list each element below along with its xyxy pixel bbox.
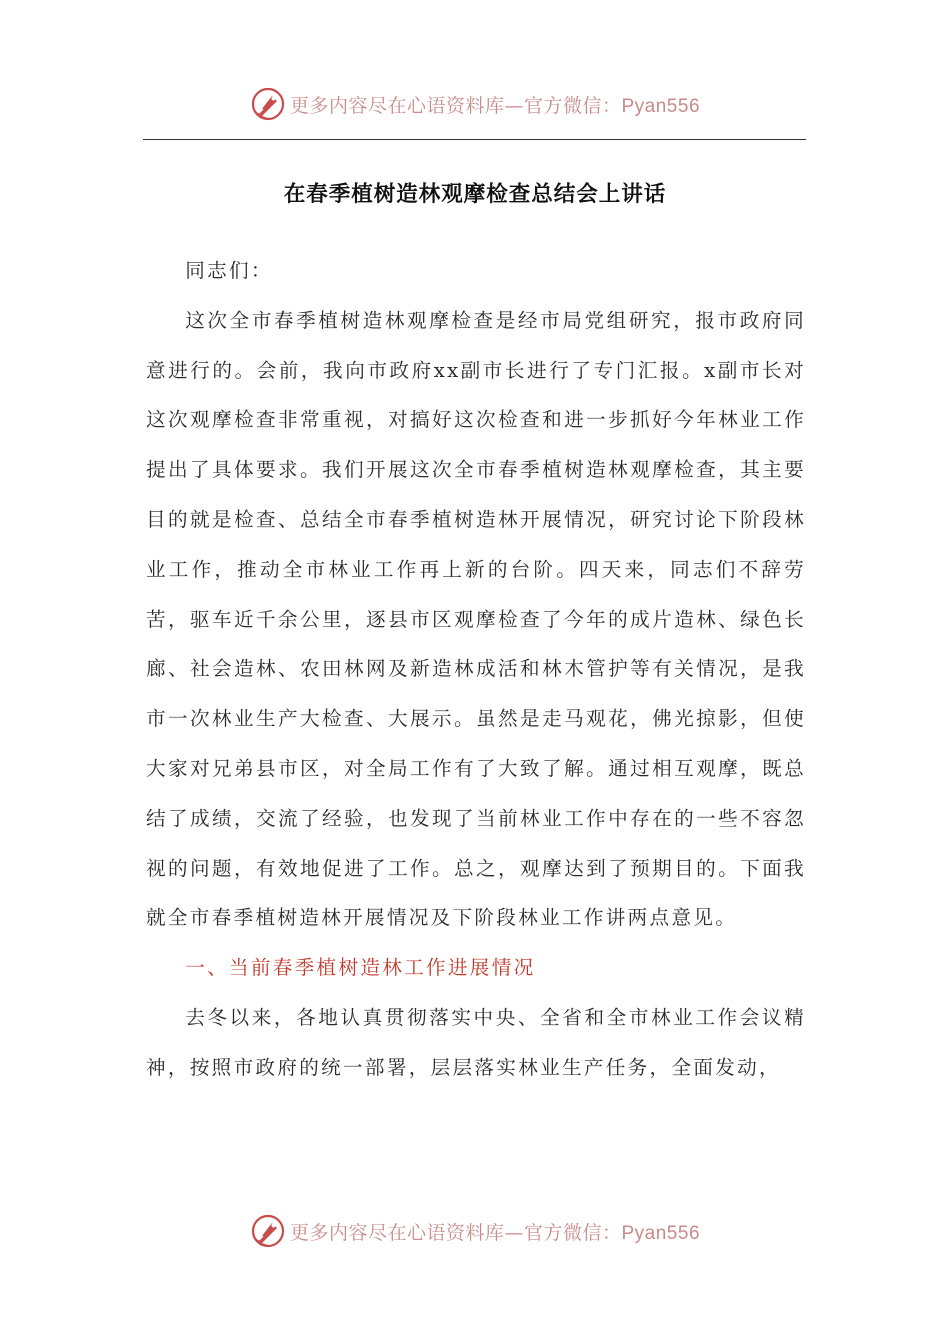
pen-nib-logo-icon <box>250 1213 286 1249</box>
banner-label: 官方微信： <box>523 94 622 117</box>
banner-separator: — <box>504 94 524 117</box>
paragraph: 去冬以来，各地认真贯彻落实中央、全省和全市林业工作会议精神，按照市政府的统一部署，层层落实林业生产任务，全面发动， <box>146 1005 806 1079</box>
section-heading: 一、当前春季植树造林工作进展情况 <box>185 956 536 980</box>
banner-label: 官方微信： <box>523 1221 622 1244</box>
banner-brand: Pyan556 <box>621 95 701 117</box>
header-divider <box>143 139 806 140</box>
pen-nib-logo-icon <box>250 86 286 122</box>
document-title: 在春季植树造林观摩检查总结会上讲话 <box>283 182 667 207</box>
document-body <box>146 246 806 1093</box>
paragraph: 这次全市春季植树造林观摩检查是经市局党组研究，报市政府同意进行的。会前，我向市政府xx副市长进行了专门汇报。x副市长对这次观摩检查非常重视，对搞好这次检查和进一步抓好今年林业工作提出了具体要求。我们开展这次全市春季植树造林观摩检查，其主要目的就是检查、总结全市春季植树造林开展情况，研究讨论下阶段林业工作，推动全市林业工作再上新的台阶。四天来，同志们不辞劳苦，驱车近千余公里，逐县市区观摩检查了今年的成片造林、绿色长廊、社会造林、农田林网及新造林成活和林木管护等有关情况，是我市一次林业生产大检查、大展示。虽然是走马观花，佛光掠影，但使大家对兄弟县市区，对全局工作有了大致了解。通过相互观摩，既总结了成绩，交流了经验，也发现了当前林业工作中存在的一些不容忽视的问题，有效地促进了工作。总之，观摩达到了预期目的。下面我就全市春季植树造林开展情况及下阶段林业工作讲两点意见。 <box>146 308 806 930</box>
banner-text <box>290 1218 700 1245</box>
banner-text <box>290 91 700 118</box>
banner-brand: Pyan556 <box>621 1222 701 1244</box>
banner-main-text: 更多内容尽在心语资料库 <box>289 94 505 117</box>
footer-banner <box>0 1211 950 1251</box>
greeting: 同志们： <box>185 259 273 282</box>
banner-separator: — <box>504 1221 524 1244</box>
banner-main-text: 更多内容尽在心语资料库 <box>289 1221 505 1244</box>
header-banner <box>0 84 950 124</box>
